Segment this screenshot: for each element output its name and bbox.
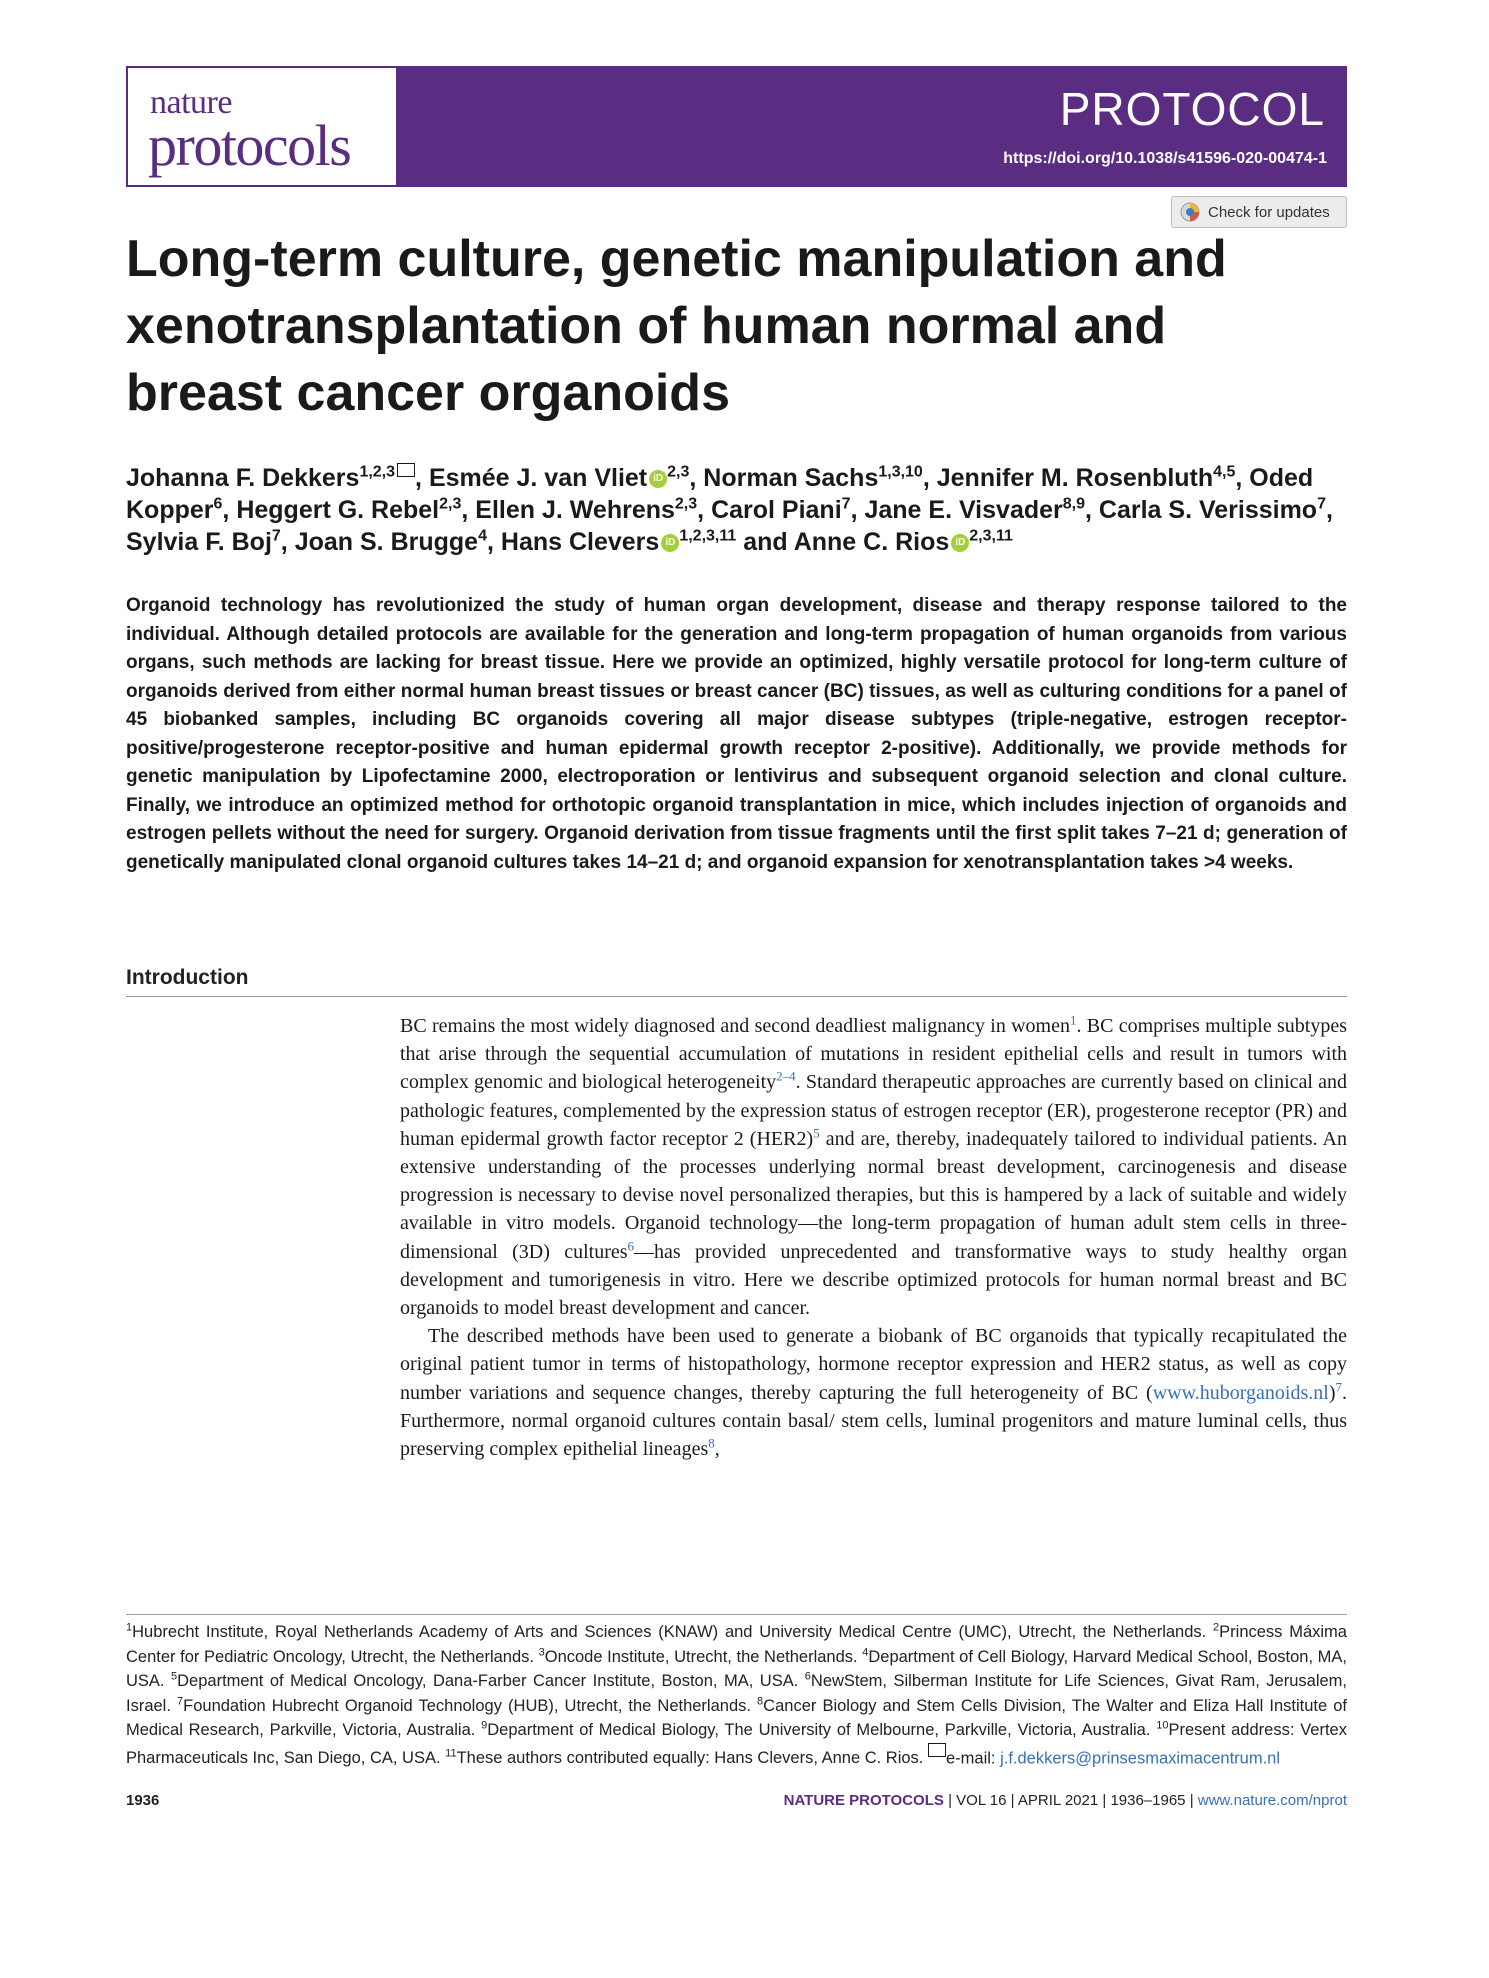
- affiliation-text: Department of Medical Oncology, Dana-Farber Cancer Institute, Boston, MA, USA.: [177, 1672, 805, 1691]
- page-number: 1936: [126, 1792, 160, 1809]
- footer-separator: |: [1006, 1792, 1018, 1809]
- logo-protocols-text: protocols: [148, 113, 351, 178]
- footer-citation: [784, 1792, 1347, 1809]
- affiliation-number: 1: [126, 1621, 133, 1634]
- affiliation-number: 10: [1156, 1719, 1169, 1732]
- footer-separator: |: [1185, 1792, 1198, 1809]
- author-affiliation-sup: 7: [271, 527, 281, 545]
- affiliations: [126, 1620, 1347, 1771]
- doi-link[interactable]: https://doi.org/10.1038/s41596-020-00474-1: [1003, 150, 1327, 167]
- author-name[interactable]: Hans Clevers: [500, 528, 660, 556]
- author-name[interactable]: Carol Piani: [711, 496, 842, 524]
- check-for-updates-button[interactable]: [1171, 196, 1347, 228]
- author-name[interactable]: Johanna F. Dekkers: [126, 464, 360, 492]
- affiliation-number: 3: [538, 1646, 545, 1659]
- affiliation-number: 4: [862, 1646, 869, 1659]
- author-name[interactable]: Jennifer M. Rosenbluth: [936, 464, 1214, 492]
- mail-icon: [928, 1743, 946, 1757]
- footer-volume: VOL 16: [956, 1792, 1007, 1809]
- author-name[interactable]: Anne C. Rios: [793, 528, 950, 556]
- author-affiliation-sup: 8,9: [1062, 495, 1085, 513]
- orcid-icon[interactable]: iD: [649, 470, 667, 488]
- affiliation-number: 9: [481, 1719, 488, 1732]
- affiliation-number: 6: [804, 1670, 811, 1683]
- citation-reference[interactable]: 6: [627, 1237, 635, 1253]
- affiliation-number: 7: [177, 1695, 184, 1708]
- affiliation-text: These authors contributed equally: Hans Clevers, Anne C. Rios.: [456, 1749, 928, 1768]
- footer-journal: NATURE PROTOCOLS: [783, 1792, 944, 1809]
- section-divider: [126, 996, 1347, 997]
- email-link[interactable]: j.f.dekkers@prinsesmaximacentrum.nl: [1000, 1749, 1280, 1768]
- author-name[interactable]: Heggert G. Rebel: [236, 496, 440, 524]
- footer-pages: 1936–1965: [1110, 1792, 1186, 1809]
- author-affiliation-sup: 1,2,3: [359, 463, 396, 481]
- mail-icon[interactable]: [397, 463, 415, 477]
- citation-reference[interactable]: 8: [708, 1435, 715, 1451]
- affiliation-number: 5: [171, 1670, 178, 1683]
- affiliation-text: Cancer Biology and Stem Cells Division, The Walter and Eliza Hall Institute of Medical Research, Parkville, Victoria, Australia.: [126, 1696, 1347, 1740]
- orcid-icon[interactable]: iD: [661, 534, 679, 552]
- author-name[interactable]: Oded Kopper: [126, 464, 1314, 524]
- footer-date: APRIL 2021: [1017, 1792, 1099, 1809]
- author-affiliation-sup: 7: [841, 495, 851, 513]
- email-label: e-mail:: [945, 1749, 1001, 1768]
- author-affiliation-sup: 1,2,3,11: [679, 527, 737, 545]
- footer-separator: |: [943, 1792, 957, 1809]
- orcid-icon[interactable]: iD: [951, 534, 969, 552]
- author-affiliation-sup: 2,3: [667, 463, 690, 481]
- citation-reference[interactable]: 7: [1335, 1378, 1342, 1394]
- affiliation-text: Foundation Hubrecht Organoid Technology (HUB), Utrecht, the Netherlands.: [183, 1696, 758, 1715]
- affiliation-text: Present address: Vertex Pharmaceuticals Inc, San Diego, CA, USA.: [126, 1721, 1347, 1768]
- introduction-body: [400, 1012, 1347, 1463]
- author-list: Johanna F. Dekkers$^{1,2,3}$ , Esmée J. van Vliet iD $^{2,3}$, Norman Sachs$^{1,3,10}$, Jennifer M. Rosenbluth$^{4,5}$, Oded Kopper$^6$, Heggert G. Rebel$^{2,3}$, Ellen J. Wehrens$^{2,3}$, Carol Piani$^7$, Jane E. Visvader$^{8,9}$, Carla S. Verissimo$^7$, Sylvia F. Boj$^7$, Joan S. Brugge$^4$, Hans Clevers iD $^{1,2,3,11}$ and Anne C. Rios iD $^{2,3,11}$: [126, 463, 1333, 556]
- check-updates-icon: [1180, 202, 1200, 222]
- affiliation-number: 8: [757, 1695, 764, 1708]
- citation-reference[interactable]: 2–4: [776, 1068, 796, 1084]
- footer-journal-url[interactable]: www.nature.com/nprot: [1197, 1792, 1347, 1809]
- author-affiliation-sup: 4,5: [1213, 463, 1236, 481]
- author-name[interactable]: Carla S. Verissimo: [1098, 496, 1318, 524]
- author-affiliation-sup: 2,3: [674, 495, 698, 513]
- affiliation-text: Department of Medical Biology, The University of Melbourne, Parkville, Victoria, Australia.: [487, 1721, 1157, 1740]
- journal-logo[interactable]: [126, 66, 398, 187]
- affiliation-list: [126, 1623, 1347, 1767]
- author-affiliation-sup: 2,3,11: [969, 527, 1013, 545]
- affiliation-text: Oncode Institute, Utrecht, the Netherlands.: [544, 1647, 863, 1666]
- affiliation-text: Princess Máxima Center for Pediatric Oncology, Utrecht, the Netherlands.: [126, 1623, 1347, 1666]
- author-name[interactable]: Sylvia F. Boj: [126, 528, 272, 556]
- affiliation-text: Hubrecht Institute, Royal Netherlands Academy of Arts and Sciences (KNAW) and University Medical Centre (UMC), Utrecht, the Netherlands.: [132, 1623, 1214, 1641]
- author-affiliation-sup: 4: [478, 527, 487, 545]
- author-name[interactable]: Norman Sachs: [703, 464, 879, 492]
- affiliation-number: 2: [1213, 1621, 1220, 1634]
- logo-nature-text: nature: [150, 84, 232, 121]
- article-type-label: PROTOCOL: [1059, 83, 1325, 135]
- author-name[interactable]: Joan S. Brugge: [294, 528, 479, 556]
- author-affiliation-sup: 6: [213, 495, 223, 513]
- author-name[interactable]: Esmée J. van Vliet: [428, 464, 648, 492]
- author-affiliation-sup: 7: [1317, 495, 1326, 513]
- section-heading-introduction: Introduction: [126, 966, 249, 989]
- inline-link[interactable]: www.huborganoids.nl: [1152, 1381, 1329, 1404]
- paragraph-2: The described methods have been used to generate a biobank of BC organoids that typically recapitulated the original patient tumor in terms of histopathology, hormone receptor expression and HER2 status, as well as copy number variations and sequence changes, thereby capturing the full heterogeneity of BC (www.huborganoids.nl)$^7$. Furthermore, normal organoid cultures contain basal/ stem cells, luminal progenitors and mature luminal cells, thus preserving complex epithelial lineages$^8$,: [400, 1325, 1347, 1461]
- affiliation-text: NewStem, Silberman Institute for Life Sciences, Givat Ram, Jerusalem, Israel.: [126, 1672, 1347, 1715]
- affiliation-number: 11: [445, 1747, 457, 1760]
- footer-separator: |: [1098, 1792, 1111, 1809]
- paragraph-1: BC remains the most widely diagnosed and second deadliest malignancy in women$^1$. BC comprises multiple subtypes that arise through the sequential accumulation of mutations in resident epithelial cells and result in tumors with complex genomic and biological heterogeneity$^{2-4}$. Standard therapeutic approaches are currently based on clinical and pathologic features, complemented by the expression status of estrogen receptor (ER), progesterone receptor (PR) and human epidermal growth factor receptor 2 $(HER2)^5$ and are, thereby, inadequately tailored to individual patients. An extensive understanding of the processes underlying normal breast development, carcinogenesis and disease progression is necessary to devise novel personalized therapies, but this is hampered by a lack of suitable and widely available in vitro models. Organoid technology—the long-term propagation of human adult stem cells in three-dimensional (3D) cultures$^6$—has provided unprecedented and transformative ways to study healthy organ development and tumorigenesis in vitro. Here we describe optimized protocols for human normal breast and BC organoids to model breast development and cancer.: [400, 1012, 1348, 1320]
- citation-reference[interactable]: 1: [1070, 1012, 1077, 1028]
- author-name[interactable]: Ellen J. Wehrens: [475, 496, 675, 524]
- check-updates-label: Check for updates: [1208, 203, 1330, 221]
- author-name[interactable]: Jane E. Visvader: [864, 496, 1063, 524]
- citation-reference[interactable]: 5: [813, 1125, 820, 1141]
- author-affiliation-sup: 1,3,10: [878, 463, 923, 481]
- author-affiliation-sup: 2,3: [439, 495, 462, 513]
- journal-header: [126, 66, 1347, 187]
- article-title: Long-term culture, genetic manipulation and xenotransplantation of human normal and breast cancer organoids: [126, 230, 1227, 422]
- affiliations-divider: [126, 1614, 1347, 1615]
- affiliation-text: Department of Cell Biology, Harvard Medical School, Boston, MA, USA.: [126, 1647, 1348, 1691]
- abstract: Organoid technology has revolutionized the study of human organ development, disease and therapy response tailored to the individual. Although detailed protocols are available for the generation and long-term propagation of human organoids from various organs, such methods are lacking for breast tissue. Here we provide an optimized, highly versatile protocol for long-term culture of organoids derived from either normal human breast tissues or breast cancer (BC) tissues, as well as culturing conditions for a panel of 45 biobanked samples, including BC organoids covering all major disease subtypes (triple-negative, estrogen receptor-positive/progesterone receptor-positive and human epidermal growth receptor 2-positive). Additionally, we provide methods for genetic manipulation by Lipofectamine 2000, electroporation or lentivirus and subsequent organoid selection and clonal culture. Finally, we introduce an optimized method for orthotopic organoid transplantation in mice, which includes injection of organoids and estrogen pellets without the need for surgery. Organoid derivation from tissue fragments until the first split takes 7–21 d; generation of genetically manipulated clonal organoid cultures takes 14–21 d; and organoid expansion for xenotransplantation takes >4 weeks.: [126, 595, 1347, 873]
